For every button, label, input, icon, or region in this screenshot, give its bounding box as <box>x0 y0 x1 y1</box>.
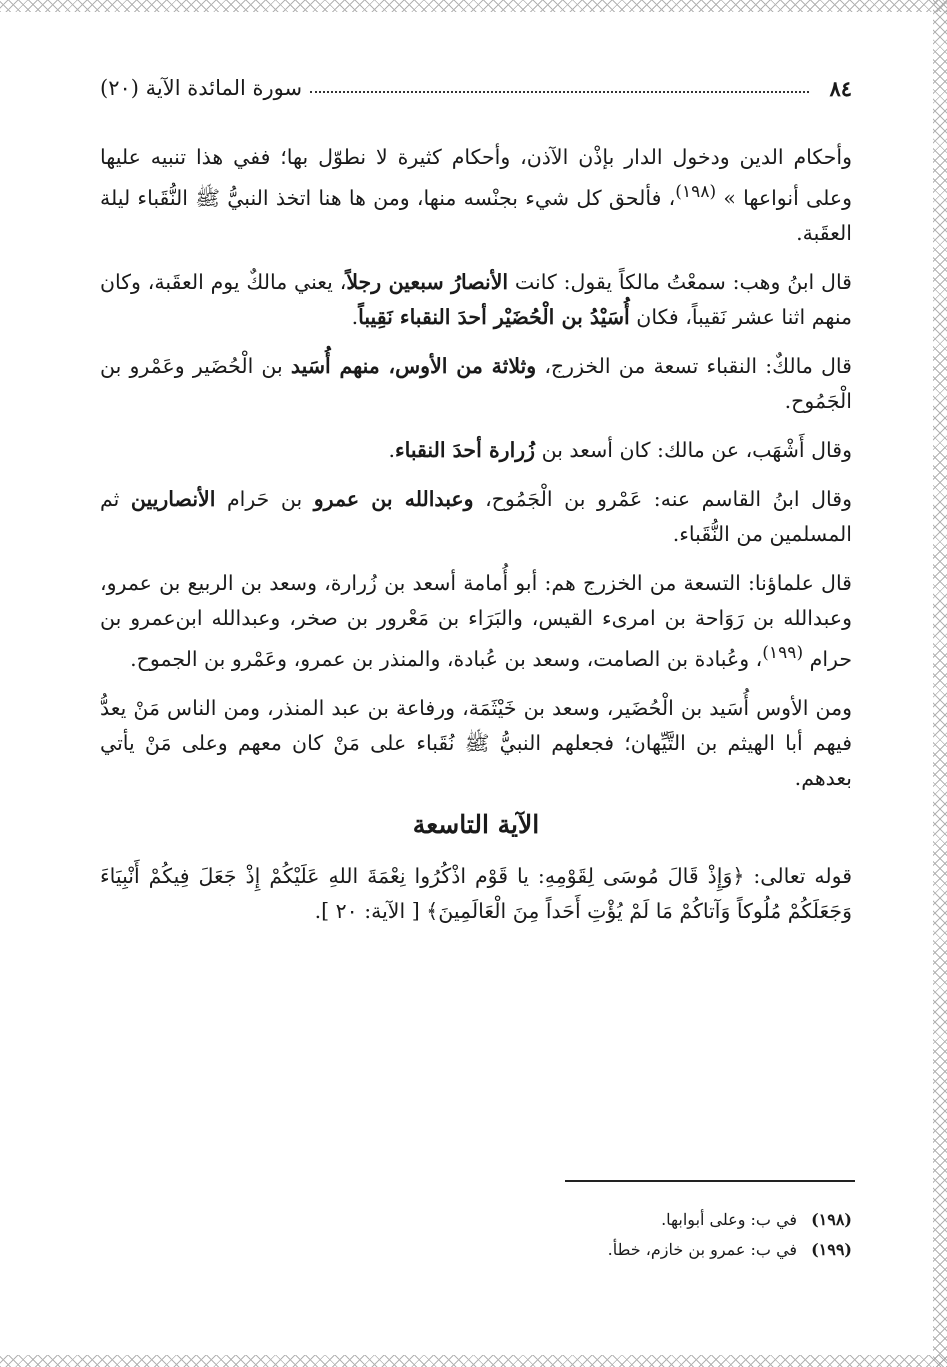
bold-text: أُسَيْدُ بن الْحُضَيْر أحدَ النقباء نَقِيباً <box>358 304 630 329</box>
paragraph-1 <box>100 140 852 251</box>
paragraph-7 <box>100 691 852 796</box>
paragraph-4 <box>100 433 852 468</box>
header-dot-leader <box>310 91 809 93</box>
decorative-border-bottom <box>0 1355 947 1367</box>
page-number: ٨٤ <box>829 75 852 101</box>
footnote-ref-199: (١٩٩) <box>762 642 804 663</box>
footnote-number: (١٩٨) <box>811 1210 852 1229</box>
paragraph-text: ثم المسلمين من النُّقَباء. <box>100 486 852 546</box>
paragraph-3 <box>100 349 852 419</box>
bold-text: وعبدالله بن عمرو <box>313 486 474 511</box>
bold-text: الأنصاريين <box>130 486 216 511</box>
footnote-198 <box>100 1205 852 1235</box>
footnote-ref-198: (١٩٨) <box>675 182 717 202</box>
paragraph-text: وقال أَشْهَب، عن مالك: كان أسعد بن <box>535 437 852 462</box>
paragraph-text: ، يعني مالكٌ يوم العقَبة، وكان منهم اثنا عشر نَقيباً، فكان <box>100 269 852 329</box>
paragraph-text: بن حَرام <box>215 486 314 511</box>
paragraph-6 <box>100 566 852 677</box>
footnote-text: في ب: عمرو بن خازم، خطأ. <box>607 1240 798 1259</box>
page-header <box>100 70 852 106</box>
section-heading: الآية التاسعة <box>412 809 540 839</box>
paragraph-text: وقال ابنُ القاسم عنه: عَمْرو بن الْجَمُوح، <box>473 486 852 511</box>
paragraph-text: قال مالكٌ: النقباء تسعة من الخزرج، <box>536 353 852 378</box>
paragraph-text: بن الْحُضَير وعَمْرو بن الْجَمُوح. <box>100 353 852 413</box>
paragraph-text: وأحكام الدين ودخول الدار بإذْن الآذن، وأحكام كثيرة لا نطوّل بها؛ ففي هذا تنبيه عليها وعلى أنواعها » <box>100 145 852 210</box>
verse-intro: قوله تعالى: <box>744 863 852 888</box>
paragraph-text: قال ابنُ وهب: سمعْتُ مالكاً يقول: كانت <box>508 269 852 294</box>
decorative-border-right <box>933 0 947 1367</box>
paragraph-text: ومن الأوس أُسَيد بن الْحُضَير، وسعد بن خَيْثَمَة، ورفاعة بن عبد المنذر، ومن الناس مَنْ يعدُّ فيهم أبا الهيثم بن التَّيِّهان؛ فجعلهم النبيُّ ﷺ نُقَباء على مَنْ كان معهم وعلى مَنْ يأتي بعدهم. <box>100 695 852 790</box>
verse-reference: [ الآية: ٢٠ ]. <box>314 898 427 923</box>
main-text <box>100 140 852 943</box>
footnote-199 <box>100 1235 852 1265</box>
paragraph-text: . <box>388 437 395 462</box>
footnotes <box>100 1205 852 1265</box>
paragraph-text: ، فألحق كل شيء بجنْسه منها، ومن ها هنا اتخذ النبيُّ ﷺ النُّقَباء ليلة العقَبة. <box>100 185 852 245</box>
paragraph-text: قال علماؤنا: التسعة من الخزرج هم: أبو أُمامة أسعد بن زُرارة، وسعد بن الربيع بن عمرو، وعبدالله بن رَوَاحة بن امرىء القيس، والبَرَاء بن مَعْرور بن صخر، وعبدالله ابن‌عمرو بن حرام <box>100 570 852 671</box>
paragraph-text: . <box>351 304 359 329</box>
verse-text: ﴿وَإِذْ قَالَ مُوسَى لِقَوْمِهِ: يا قَوْم اذْكُرُوا نِعْمَةَ اللهِ عَلَيْكُمْ إِذْ جَعَلَ فِيكُمْ أَنْبِيَاءَ وَجَعَلَكُمْ مُلُوكاً وَآتاكُمْ مَا لَمْ يُؤْتِ أَحَداً مِنَ الْعَالَمِينَ﴾ <box>100 863 852 923</box>
surah-title: سورة المائدة الآية (٢٠) <box>100 76 303 100</box>
paragraph-5 <box>100 482 852 552</box>
decorative-border-top <box>0 0 947 12</box>
bold-text: الأنصارُ سبعين رجلاً <box>346 269 509 294</box>
footnote-number: (١٩٩) <box>811 1240 852 1259</box>
footnote-text: في ب: وعلى أبوابها. <box>661 1210 798 1229</box>
bold-text: زُرارة أحدَ النقباء <box>394 437 536 462</box>
footnote-separator <box>565 1180 855 1182</box>
bold-text: وثلاثة من الأوس، منهم أُسَيد <box>290 353 537 378</box>
paragraph-text: ، وعُبادة بن الصامت، وسعد بن عُبادة، والمنذر بن عمرو، وعَمْرو بن الجموح. <box>130 646 763 671</box>
verse-paragraph <box>100 859 852 929</box>
paragraph-2 <box>100 265 852 335</box>
